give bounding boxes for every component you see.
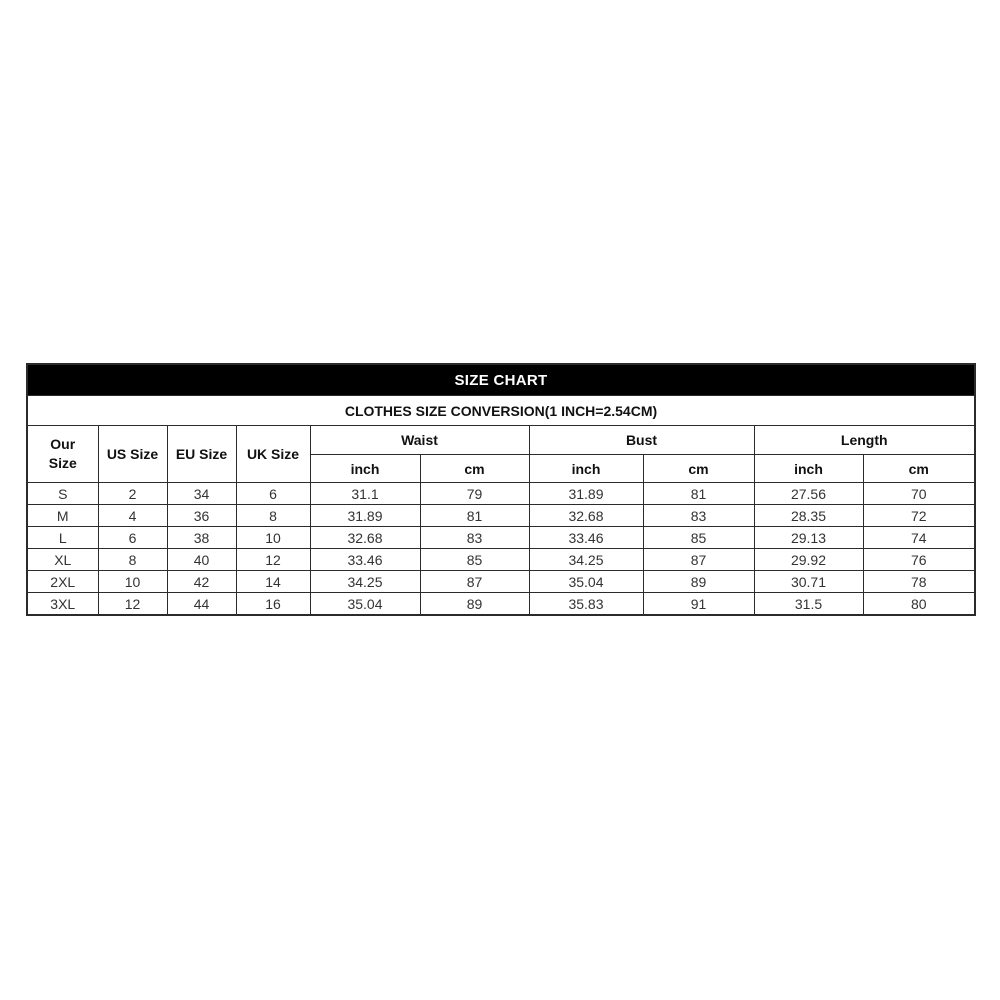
table-cell: 87: [420, 571, 529, 593]
table-cell: 89: [420, 593, 529, 616]
table-cell: 38: [167, 527, 236, 549]
table-cell: 16: [236, 593, 310, 616]
table-row: [27, 593, 975, 616]
table-cell: 30.71: [754, 571, 863, 593]
table-cell: 89: [643, 571, 754, 593]
table-cell: 32.68: [529, 505, 643, 527]
table-cell: 81: [643, 483, 754, 505]
table-cell: 34: [167, 483, 236, 505]
table-cell: 74: [863, 527, 975, 549]
table-cell: 33.46: [310, 549, 420, 571]
table-cell: 2: [98, 483, 167, 505]
table-cell: 2XL: [27, 571, 98, 593]
table-cell: 81: [420, 505, 529, 527]
table-cell: 40: [167, 549, 236, 571]
table-row: [27, 549, 975, 571]
table-cell: 8: [236, 505, 310, 527]
table-cell: 6: [236, 483, 310, 505]
table-cell: 27.56: [754, 483, 863, 505]
unit-header-length-cm: cm: [863, 455, 975, 483]
unit-header-waist-inch: inch: [310, 455, 420, 483]
table-cell: 8: [98, 549, 167, 571]
size-chart-container: [26, 363, 976, 616]
table-cell: 6: [98, 527, 167, 549]
table-row: [27, 505, 975, 527]
table-cell: 3XL: [27, 593, 98, 616]
table-cell: 35.04: [310, 593, 420, 616]
unit-header-bust-inch: inch: [529, 455, 643, 483]
table-cell: 42: [167, 571, 236, 593]
unit-header-bust-cm: cm: [643, 455, 754, 483]
col-group-bust: Bust: [529, 426, 754, 455]
table-cell: L: [27, 527, 98, 549]
col-header-eu-size: EU Size: [167, 426, 236, 483]
table-cell: 83: [420, 527, 529, 549]
table-cell: 32.68: [310, 527, 420, 549]
unit-header-waist-cm: cm: [420, 455, 529, 483]
table-cell: 12: [98, 593, 167, 616]
title-row: [27, 364, 975, 396]
subtitle-row: [27, 396, 975, 426]
table-cell: S: [27, 483, 98, 505]
table-cell: 29.92: [754, 549, 863, 571]
table-cell: 76: [863, 549, 975, 571]
header-group-row: [27, 426, 975, 455]
table-cell: 72: [863, 505, 975, 527]
table-cell: M: [27, 505, 98, 527]
size-chart-table: [26, 363, 976, 616]
table-cell: 80: [863, 593, 975, 616]
table-cell: 79: [420, 483, 529, 505]
col-header-us-size: US Size: [98, 426, 167, 483]
table-cell: 87: [643, 549, 754, 571]
table-cell: 31.89: [529, 483, 643, 505]
table-cell: 4: [98, 505, 167, 527]
table-cell: 83: [643, 505, 754, 527]
table-cell: 91: [643, 593, 754, 616]
table-cell: 10: [98, 571, 167, 593]
table-cell: 31.89: [310, 505, 420, 527]
unit-header-length-inch: inch: [754, 455, 863, 483]
table-cell: 10: [236, 527, 310, 549]
table-cell: 78: [863, 571, 975, 593]
col-header-our-size-label: Our Size: [48, 436, 77, 471]
table-cell: 36: [167, 505, 236, 527]
col-header-uk-size: UK Size: [236, 426, 310, 483]
table-cell: 35.83: [529, 593, 643, 616]
table-row: [27, 571, 975, 593]
table-cell: 34.25: [310, 571, 420, 593]
table-cell: 70: [863, 483, 975, 505]
table-cell: 28.35: [754, 505, 863, 527]
chart-title: SIZE CHART: [27, 364, 975, 396]
table-cell: 85: [643, 527, 754, 549]
table-row: [27, 483, 975, 505]
table-cell: 85: [420, 549, 529, 571]
table-cell: 31.5: [754, 593, 863, 616]
table-cell: 14: [236, 571, 310, 593]
table-cell: 29.13: [754, 527, 863, 549]
col-header-our-size: [27, 426, 98, 483]
conversion-note: CLOTHES SIZE CONVERSION(1 INCH=2.54CM): [27, 396, 975, 426]
col-group-waist: Waist: [310, 426, 529, 455]
col-group-length: Length: [754, 426, 975, 455]
table-cell: 34.25: [529, 549, 643, 571]
table-row: [27, 527, 975, 549]
table-cell: 35.04: [529, 571, 643, 593]
table-cell: 12: [236, 549, 310, 571]
table-cell: 31.1: [310, 483, 420, 505]
table-cell: 44: [167, 593, 236, 616]
table-cell: XL: [27, 549, 98, 571]
table-cell: 33.46: [529, 527, 643, 549]
